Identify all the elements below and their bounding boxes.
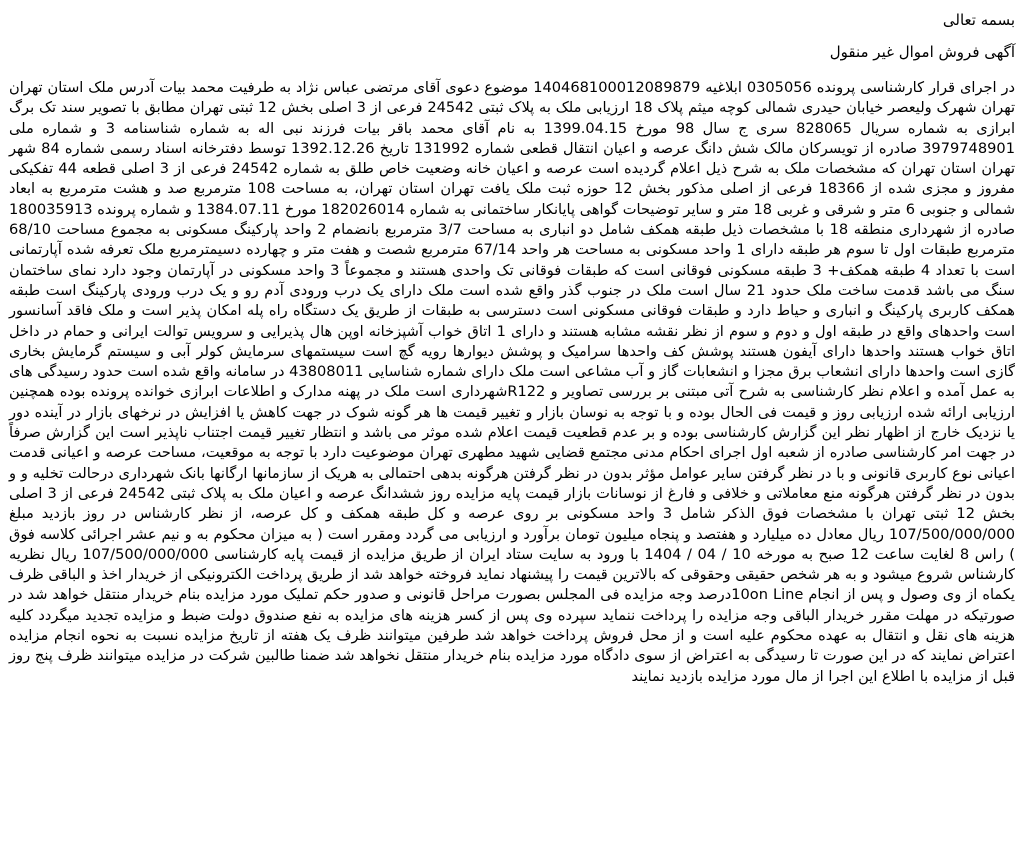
notice-title: آگهی فروش اموال غیر منقول [829,43,1015,61]
basmala-heading: بسمه تعالی [942,11,1015,29]
notice-body: در اجرای قرار کارشناسی پرونده 0305056 ابلاغیه 140468100012089879 موضوع دعوی آقای مرتضی عباس نژاد به طرفیت محمد بیات آدرس ملک استان تهران تهران شهرک ولیعصر خیابان حیدری شمالی کوچه میثم پلاک 18 ارزیابی ملک به پلاک ثبتی 24542 فرعی از 3 اصلی بخش 12 ثبتی تهران مطابق با تصویر سند تک برگ ابرازی به شماره سریال 828065 سری ج سال 98 مورخ 1399.04.15 به نام آقای محمد باقر بیات فرزند نبی اله به شماره شناسنامه 3 و شماره ملی 3979748901 صادره از تویسرکان مالک شش دانگ عرصه و اعیان انتقال قطعی شماره 131992 تاریخ 1392.12.26 توسط دفترخانه اسناد رسمی شماره 84 شهر تهران استان تهران که مشخصات ملک به شرح ذیل اعلام گردیده است عرصه و اعیان خانه وضعیت خاص طلق به شماره 24542 فرعی از 3 اصلی قطعه 44 تفکیکی مفروز و مجزی شده از 18366 فرعی از اصلی مذکور بخش 12 حوزه ثبت ملک یافت تهران استان تهران، به مساحت 108 مترمربع صد و هشت مترمربع به ابعاد شمالی و جنوبی 6 متر و شرقی و غربی 18 متر و سایر توضیحات گواهی پایانکار ساختمانی به شماره 182026014 مورخ 1384.07.11 و شماره پرونده 180035913 صادره از شهرداری منطقه 18 با مشخصات ذیل طبقه همکف شامل دو انباری به مساحت 3/7 مترمربع بانضمام 2 واحد پارکینگ مسکونی به مجموع مساحت 68/10 مترمربع طبقات اول تا سوم هر طبقه دارای 1 واحد مسکونی به مساحت هر واحد 67/14 مترمربع شصت و هفت متر و چهارده دسیمترمربع ملک تعرفه شده آپارتمانی است با تعداد 4 طبقه همکف+ 3 طبقه مسکونی فوقانی است که طبقات فوقانی تک واحدی هستند و مجموعاً 3 واحد مسکونی در آپارتمان وجود دارد نمای ساختمان سنگ می باشد قدمت ساخت ملک حدود 21 سال است ملک در جنوب گذر واقع شده است ملک دارای یک درب ورودی آدم رو و یک درب ورودی پارکینگ است طبقه همکف کاربری پارکینگ و انباری و حیاط دارد و طبقات فوقانی مسکونی است دسترسی به طبقات از طریق یک دستگاه راه پله امکان پذیر است و ملک فاقد آسانسور است واحدهای واقع در طبقه اول و دوم و سوم از نظر نقشه مشابه هستند و دارای 1 اتاق خواب آشپزخانه اوپن هال پذیرایی و سرویس توالت ایرانی و حمام در داخل اتاق خواب هستند واحدها دارای آیفون هستند پوشش کف واحدها سرامیک و پوشش دیوارها رویه گچ است سیستمهای سرمایش کولر آبی و سیستم گرمایش بخاری گازی است واحدها دارای انشعاب برق مجزا و انشعابات گاز و آب مشاعی است ملک دارای شماره شناسایی 43808011 در سامانه واقع شده است حدود رسیدگی های به عمل آمده و اعلام نظر کارشناسی به شرح آتی مبتنی بر بررسی تصاویر و R122شهرداری است ملک در پهنه مدارک و اطلاعات ابرازی خوانده پرونده بوده همچنین ارزیابی ارائه شده ارزیابی روز و قیمت فی الحال بوده و با توجه به نوسان بازار و تغییر قیمت ها هر گونه شوک در جهت کاهش یا افزایش در نرخهای بازار در آینده دور یا نزدیک خارج از اظهار نظر این گزارش کارشناسی بوده و بر عدم قطعیت قیمت اعلام شده موثر می باشد و انتظار تغییر قیمت اجتناب ناپذیر است این گزارش صرفاً در جهت امر کارشناسی صادره از شعبه اول اجرای احکام مدنی مجتمع قضایی شهید مطهری تهران موضوعیت دارد با توجه به موقعیت، مساحت عرصه و اعیانی قدمت اعیانی نوع کاربری قانونی و با در نظر گرفتن سایر عوامل مؤثر بدون در نظر گرفتن هرگونه بدهی احتمالی به هریک از سازمانها ارگانها بانک شهرداری درحالت تخلیه و و بدون در نظر گرفتن هرگونه منع معاملاتی و خلافی و فارغ از نوسانات بازار قیمت پایه مزایده روز ششدانگ عرصه و اعیان ملک به پلاک ثبتی 24542 فرعی از 3 اصلی بخش 12 ثبتی تهران با مشخصات فوق الذکر شامل 3 واحد مسکونی بر روی عرصه و کل طبقه همکف و کل عرصه، از نظر کارشناس در روز بازدید مبلغ 107/500/000/000 ریال معادل ده میلیارد و هفتصد و پنجاه میلیون تومان برآورد و ارزیابی می گردد ومقرر است ( به میزان محکوم به و نیم عشر اجرائی کلاسه فوق ) راس 8 لغایت ساعت 12 صبح به مورخه 10 / 04 / 1404 با ورود به سایت ستاد ایران از طریق مزایده از قیمت پایه کارشناسی 107/500/000/000 ریال نظریه کارشناس شروع میشود و به هر شخص حقیقی وحقوقی که بالاترین قیمت را پیشنهاد نماید فروخته خواهد شد از طریق پرداخت الکترونیکی از خریدار اخذ و الباقی ظرف یکماه از وی وصول و پس از انجام 10on Lineدرصد وجه مزایده فی المجلس بصورت مراحل قانونی و صدور حکم تملیک مورد مزایده بنام خریدار منتقل خواهد شد در صورتیکه در مهلت مقرر خریدار الباقی وجه مزایده را پرداخت ننماید سپرده وی پس از کسر هزینه های مزایده به نفع صندوق دولت ضبط و مزایده تجدید میگردد کلیه هزینه های نقل و انتقال به عهده محکوم علیه است و از محل فروش پرداخت خواهد شد طرفین میتوانند ظرف یک هفته از تاریخ مزایده نسبت به نحوه انجام مزایده اعتراض نمایند که در این صورت تا رسیدگی به اعتراض از سوی دادگاه مورد مزایده بنام خریدار منتقل نخواهد شد ضمنا طالبین شرکت در مزایده میتوانند ظرف پنج روز قبل از مزایده با اطلاع این اجرا از مال مورد مزایده بازدید نمایند [9,79,1016,685]
